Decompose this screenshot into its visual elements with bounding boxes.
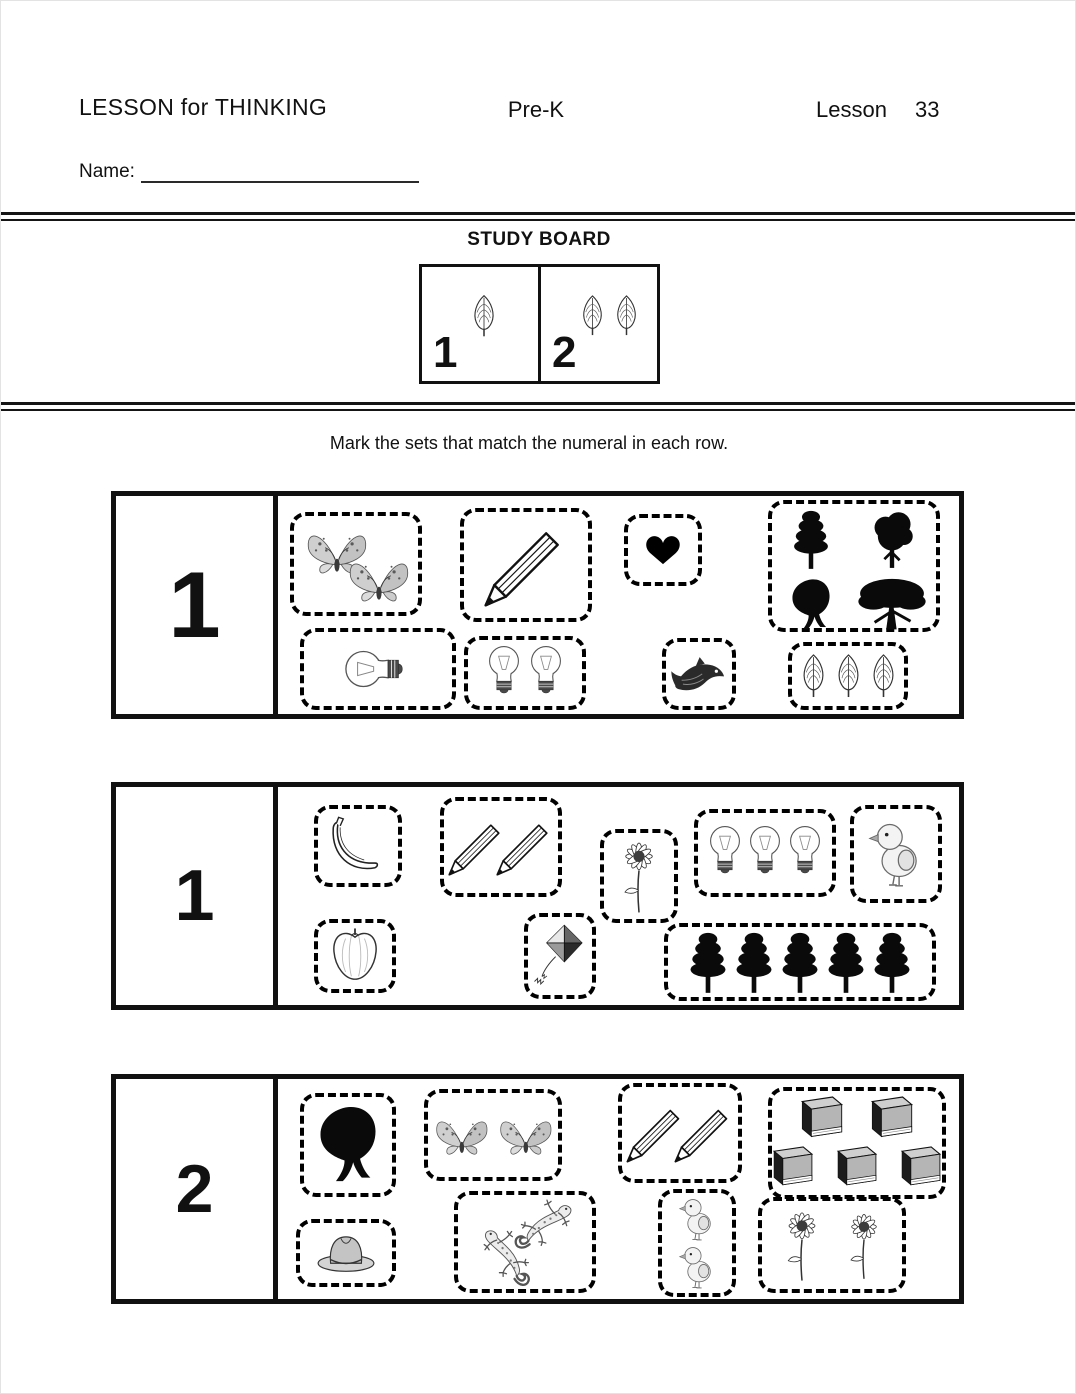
grade-level: Pre-K <box>507 97 565 122</box>
leaf-icon <box>869 650 898 702</box>
heart-icon <box>641 531 685 569</box>
tree-icon <box>733 930 775 994</box>
book-icon <box>765 1144 821 1192</box>
tree-icon <box>790 508 832 570</box>
book-icon <box>829 1144 885 1192</box>
chick-icon <box>676 1196 718 1242</box>
set-hat-1[interactable] <box>296 1219 396 1287</box>
leaf-icon <box>579 293 606 338</box>
set-pencils-2[interactable] <box>618 1083 742 1183</box>
set-chicks-2[interactable] <box>658 1189 736 1297</box>
book-icon <box>861 1094 923 1144</box>
apple-icon <box>329 927 381 985</box>
tree-icon <box>852 576 932 634</box>
chick-icon <box>676 1244 718 1290</box>
pencil-icon <box>478 517 574 613</box>
set-trees-5[interactable] <box>664 923 936 1001</box>
flower-icon <box>838 1206 890 1284</box>
row-3-content <box>278 1079 959 1299</box>
hat-icon <box>313 1231 379 1275</box>
set-butterflies-2[interactable] <box>424 1089 562 1181</box>
leaf-icon <box>470 293 498 339</box>
chick-icon <box>865 817 927 891</box>
row-1-numeral-cell <box>116 496 278 714</box>
answer-row-3 <box>111 1074 964 1304</box>
divider-double-rule-bottom <box>1 402 1076 411</box>
butterfly-icon <box>494 1109 556 1161</box>
kite-icon <box>532 921 588 991</box>
light-bulb-icon <box>707 823 743 883</box>
tree-icon <box>313 1102 383 1188</box>
tree-icon <box>779 930 821 994</box>
tree-icon <box>871 930 913 994</box>
set-lizards-2[interactable] <box>454 1191 596 1293</box>
set-lightbulbs-3[interactable] <box>694 809 836 897</box>
lesson-label: Lesson <box>816 97 887 122</box>
row-2-numeral: 1 <box>174 856 215 936</box>
answer-row-2 <box>111 782 964 1010</box>
book-icon <box>791 1094 853 1144</box>
light-bulb-icon <box>343 647 413 691</box>
set-heart-1[interactable] <box>624 514 702 586</box>
study-board-title: STUDY BOARD <box>467 229 611 250</box>
fish-icon <box>670 652 728 697</box>
light-bulb-icon <box>747 823 783 883</box>
tree-icon <box>787 576 835 634</box>
light-bulb-icon <box>787 823 823 883</box>
row-1-content <box>278 496 959 714</box>
set-kite-1[interactable] <box>524 913 596 999</box>
leaf-icon <box>613 293 640 338</box>
row-3-numeral: 2 <box>175 1151 214 1227</box>
instruction-text: Mark the sets that match the numeral in each row. <box>329 433 729 453</box>
set-chick-1[interactable] <box>850 805 942 903</box>
study-numeral-1: 1 <box>433 328 458 377</box>
set-flower-1[interactable] <box>600 829 678 923</box>
study-board <box>419 264 660 384</box>
name-blank-line[interactable] <box>141 162 419 183</box>
flower-icon <box>774 1204 830 1286</box>
name-row <box>79 161 419 183</box>
study-board-cell-2 <box>538 267 657 381</box>
banana-icon <box>327 815 389 877</box>
row-3-numeral-cell <box>116 1079 278 1299</box>
set-trees-4[interactable] <box>768 500 940 632</box>
divider-double-rule-top <box>1 212 1076 221</box>
pencil-icon <box>492 805 558 889</box>
set-tree-1[interactable] <box>300 1093 396 1197</box>
set-lightbulbs-2[interactable] <box>464 636 586 710</box>
book-icon <box>893 1144 949 1192</box>
study-numeral-2: 2 <box>552 328 577 377</box>
set-books-5[interactable] <box>768 1087 946 1199</box>
butterfly-icon <box>430 1109 492 1161</box>
pencil-icon <box>670 1090 738 1176</box>
page-title: LESSON for THINKING <box>79 94 328 120</box>
tree-icon <box>868 509 916 569</box>
leaf-icon <box>799 650 828 702</box>
leaf-icon <box>834 650 863 702</box>
row-2-numeral-cell <box>116 787 278 1005</box>
name-label: Name: <box>79 161 135 182</box>
tree-icon <box>687 930 729 994</box>
flower-icon <box>611 834 667 918</box>
set-pencils-2[interactable] <box>440 797 562 897</box>
lesson-number: 33 <box>914 97 940 122</box>
row-1-numeral: 1 <box>168 552 221 657</box>
set-butterflies-2[interactable] <box>290 512 422 616</box>
study-board-cell-1 <box>422 267 538 381</box>
light-bulb-icon <box>486 644 522 702</box>
row-2-content <box>278 787 959 1005</box>
answer-row-1 <box>111 491 964 719</box>
set-lightbulb-1[interactable] <box>300 628 456 710</box>
set-leaves-3[interactable] <box>788 642 908 710</box>
butterfly-icon <box>342 550 414 608</box>
set-pencil-1[interactable] <box>460 508 592 622</box>
light-bulb-icon <box>528 644 564 702</box>
lesson-info <box>816 97 939 123</box>
set-fish-1[interactable] <box>662 638 736 710</box>
set-apple-1[interactable] <box>314 919 396 993</box>
set-banana-1[interactable] <box>314 805 402 887</box>
tree-icon <box>825 930 867 994</box>
set-flowers-2[interactable] <box>758 1197 906 1293</box>
